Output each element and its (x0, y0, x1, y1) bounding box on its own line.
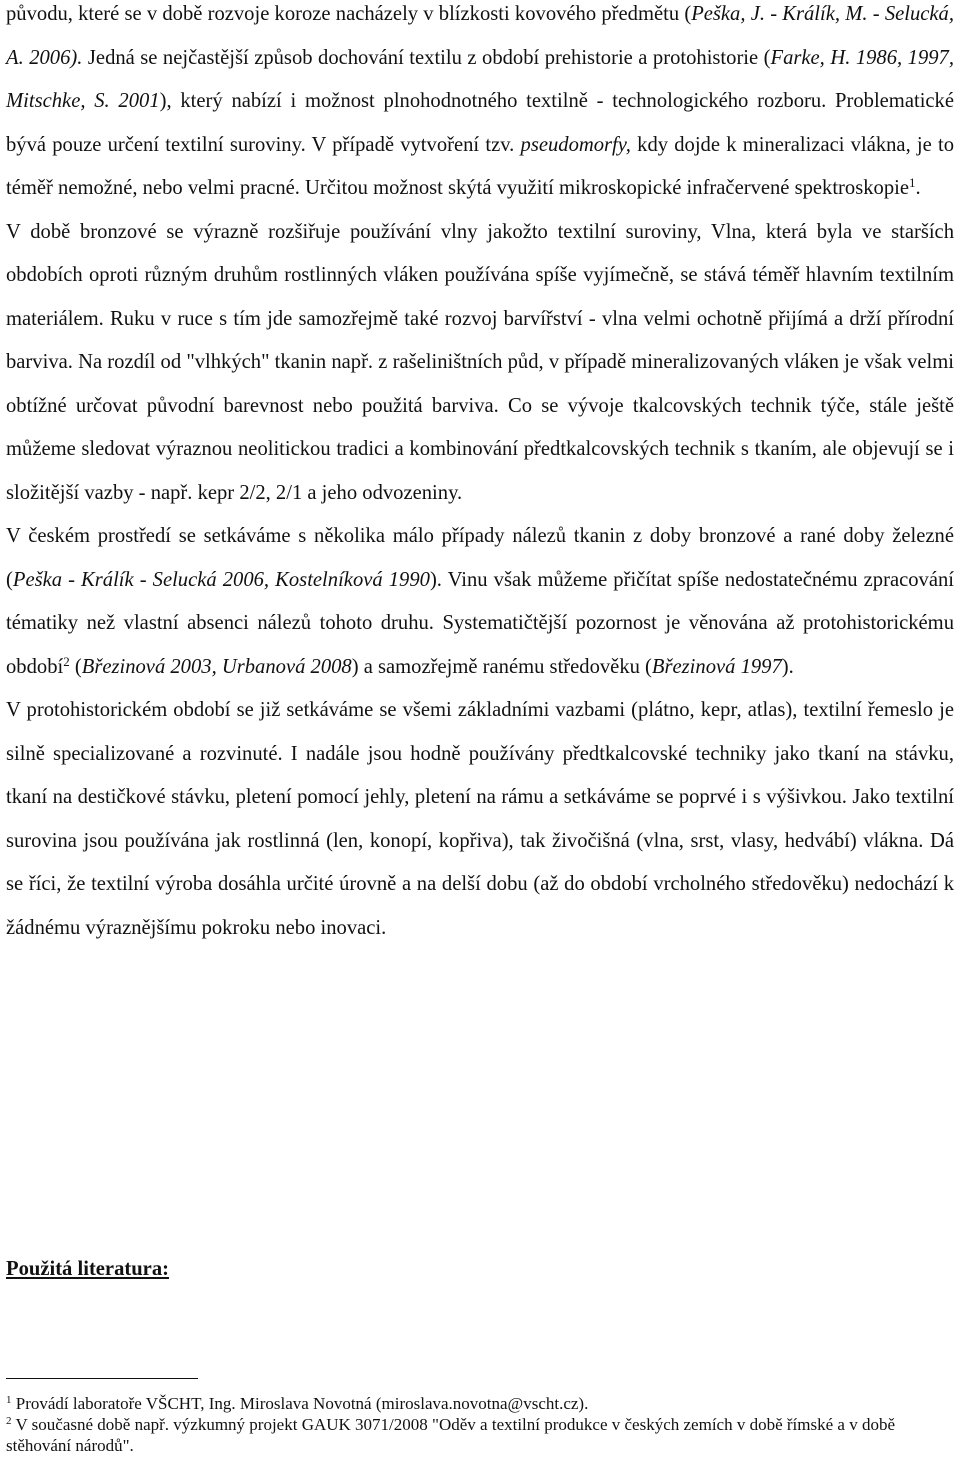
paragraph (6, 689, 954, 950)
citation-text: Březinová 2003, Urbanová 2008 (81, 655, 352, 678)
paragraph-text: ), který nabízí i možnost plnohodnotného textilně - technologického rozboru. Problematické bývá pouze určení textilní suroviny. V případě vytvoření tzv. (6, 90, 954, 156)
paragraph-text: V protohistorickém období se již setkáváme se všemi základními vazbami (plátno, kepr, atlas), textilní řemeslo je silně specializované a rozvinuté. I nadále jsou hodně používány předtkalcovské techniky jako tkaní na stávku, tkaní na destičkové stávku, pletení pomocí jehly, pletení na rámu a setkáváme se poprvé i s výšivkou. Jako textilní surovina jsou používána jak rostlinná (len, konopí, kopřiva), tak živočišná (vlna, srst, vlasy, hedvábí) vlákna. Dá se říci, že textilní výroba dosáhla určité úrovně a na delší dobu (až do období vrcholného středověku) nedochází k žádnému výraznějšímu pokroku nebo inovaci. (6, 699, 954, 939)
citation-text: Farke, H. 1986, 1997, Mitschke, S. 2001 (6, 46, 954, 112)
citation-text: Březinová 1997 (651, 655, 782, 678)
footnote-separator (6, 1378, 198, 1379)
footnote-reference: 1 (908, 175, 916, 190)
footnote-text: V současné době např. výzkumný projekt GAUK 3071/2008 "Oděv a textilní produkce v českých zemích v době římské a v době stěhování národů". (6, 1415, 895, 1455)
paragraph-text: ( (69, 655, 82, 678)
paragraph-text: ) a samozřejmě ranému středověku ( (351, 655, 652, 678)
paragraph-text: V době bronzové se výrazně rozšiřuje používání vlny jakožto textilní suroviny, Vlna, která byla ve starších obdobích oproti různým druhům rostlinných vláken používána spíše vyjímečně, se stává téměř hlavním textilním materiálem. Ruku v ruce s tím jde samozřejmě také rozvoj barvířství - vlna velmi ochotně přijímá a drží přírodní barviva. Na rozdíl od "vlhkých" tkanin např. z rašeliništních půd, v případě mineralizovaných vláken je však velmi obtížné určovat původní barevnost nebo použitá barviva. Co se vývoje tkalcovských technik týče, stále ještě můžeme sledovat výraznou neolitickou tradici a kombinování předtkalcovských technik s tkaním, ale objevují se i složitější vazby - např. kepr 2/2, 2/1 a jeho odvozeniny. (6, 220, 954, 504)
footnote-number: 2 (6, 1415, 12, 1427)
footnote (6, 1414, 954, 1456)
footnotes (6, 1393, 954, 1456)
paragraph (6, 211, 954, 516)
document-page (6, 0, 955, 1455)
citation-text: Peška - Králík - Selucká 2006, Kostelníková 1990 (12, 568, 430, 591)
body-text (6, 0, 954, 950)
paragraph-text: původu, které se v době rozvoje koroze nacházely v blízkosti kovového předmětu ( (6, 3, 692, 25)
footnote-text: Provádí laboratoře VŠCHT, Ing. Miroslava Novotná (miroslava.novotna@vscht.cz). (11, 1394, 589, 1413)
footnote (6, 1393, 954, 1414)
paragraph-text: V českém prostředí se setkáváme s několika málo případy nálezů tkanin z doby bronzové a rané doby železné ( (6, 525, 954, 591)
paragraph-text: ). (781, 655, 794, 678)
citation-text: pseudomorfy, (520, 133, 631, 156)
paragraph-text: ). Vinu však můžeme přičítat spíše nedostatečnému zpracování tématiky než vlastní absenci nálezů tohoto druhu. Systematičtější pozornost je věnována až protohistorickému období (6, 568, 954, 678)
paragraph (6, 515, 954, 689)
paragraph-text: Jedná se nejčastější způsob dochování textilu z období prehistorie a protohistorie ( (82, 46, 771, 69)
paragraph-text: . (915, 177, 921, 199)
paragraph (6, 0, 954, 211)
paragraph-text: kdy dojde k mineralizaci vlákna, je to téměř nemožné, nebo velmi pracné. Určitou možnost skýtá využití mikroskopické infračervené spektroskopie (6, 133, 955, 199)
footnote-number: 1 (6, 1394, 12, 1406)
footnote-reference: 2 (63, 653, 70, 669)
references-heading: Použitá literatura: (6, 1258, 169, 1280)
citation-text: Peška, J. - Králík, M. - Selucká, A. 2006). (6, 3, 954, 69)
